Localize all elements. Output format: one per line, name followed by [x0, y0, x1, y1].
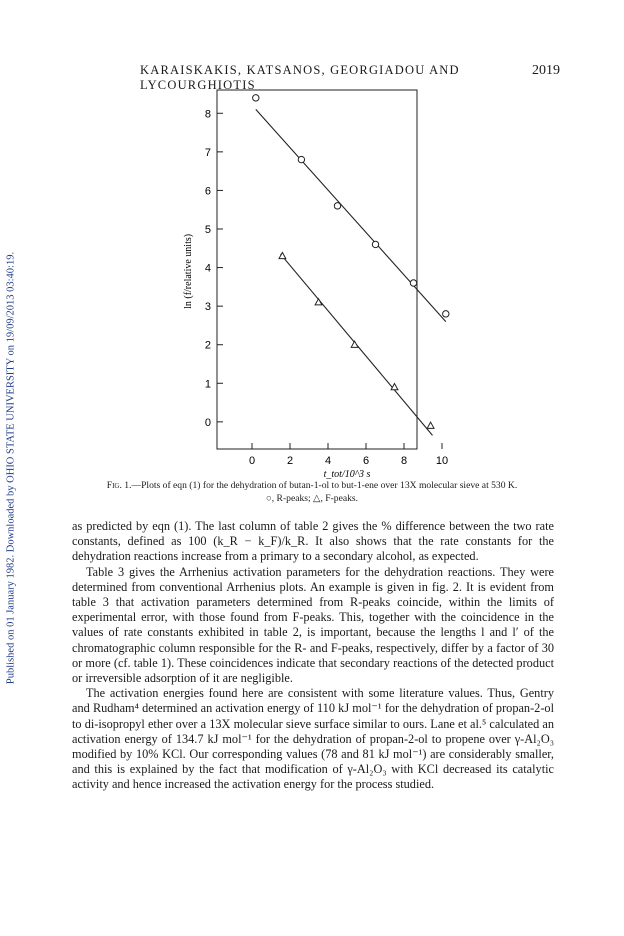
data-point-circle [298, 156, 304, 162]
data-point-triangle [427, 422, 434, 428]
x-tick-label: 4 [324, 455, 332, 467]
data-point-circle [372, 241, 378, 247]
figure-1-chart [170, 85, 470, 480]
paragraph-1: as predicted by eqn (1). The last column of table 2 gives the % difference between the two rate constants, defined as 100 (k_R − k_F)/k_R. It also shows that the rate constants for the dehydration reactions increase from a primary to a secondary alcohol, as expected. [72, 519, 554, 564]
caption-fig-label: Fig. 1. [106, 480, 132, 491]
page-number: 2019 [532, 63, 560, 78]
header-authors: KARAISKAKIS, KATSANOS, GEORGIADOU AND LYCOURGHIOTIS [140, 63, 460, 92]
body-text [72, 519, 554, 793]
x-axis-label: t_tot/10^3 s [323, 469, 371, 480]
paragraph-3: The activation energies found here are consistent with some literature values. Thus, Gentry and Rudham⁴ determined an activation energy of 110 kJ mol⁻¹ for the dehydration of propan-2-ol to di-isopropyl ether over a 13X molecular sieve surface similar to ours. Lane et al.⁵ calculated an activation energy of 134.7 kJ mol⁻¹ for the dehydration of propan-2-ol to propene over γ-Al₂O₃ modified by 10% KCl. Our corresponding values (78 and 81 kJ mol⁻¹) are considerably smaller, and this is explained by the fact that modification of γ-Al₂O₃ with KCl decreased its catalytic activity and hence increased the activation energy for the process studied. [72, 686, 554, 792]
y-axis-label: ln (f/relative units) [183, 233, 194, 309]
data-point-circle [443, 311, 449, 317]
x-tick-label: 8 [400, 455, 408, 467]
figure-caption [72, 479, 552, 505]
y-tick-label: 7 [204, 146, 211, 159]
data-point-triangle [351, 341, 358, 347]
y-tick-label: 5 [204, 224, 211, 236]
x-tick-label: 10 [435, 455, 449, 467]
y-tick-label: 3 [204, 301, 211, 314]
x-tick-label: 0 [248, 455, 256, 467]
y-tick-label: 4 [204, 262, 211, 275]
data-point-circle [334, 203, 340, 209]
y-tick-label: 2 [204, 339, 211, 352]
plot-frame [217, 90, 417, 449]
download-sidebar [0, 0, 22, 936]
data-point-triangle [279, 252, 286, 258]
x-tick-label: 2 [286, 455, 294, 467]
data-point-circle [253, 95, 259, 101]
y-tick-label: 8 [204, 108, 211, 121]
y-tick-label: 1 [204, 378, 211, 391]
data-point-circle [410, 280, 416, 286]
caption-legend: ○, R-peaks; △, F-peaks. [265, 493, 359, 504]
y-tick-label: 0 [204, 416, 211, 429]
download-notice: Published on 01 January 1982. Downloaded by OHIO STATE UNIVERSITY on 19/09/2013 03:40:19. [5, 251, 17, 685]
caption-text: —Plots of eqn (1) for the dehydration of butan-1-ol to but-1-ene over 13X molecular sieve at 530 K. [131, 480, 518, 491]
x-tick-label: 6 [362, 455, 370, 467]
paragraph-2: Table 3 gives the Arrhenius activation parameters for the dehydration reactions. They were determined from conventional Arrhenius plots. An example is given in fig. 2. It is evident from table 3 that activation parameters determined from R-peaks coincide, within the limits of experimental error, with those found from F-peaks. This, together with the coincidence in the values of rate constants exhibited in table 2, is important, because the lengths l and l′ of the chromatographic column responsible for the R- and F-peaks, respectively, differ by a factor of 30 or more (cf. table 1). These coincidences indicate that secondary reactions of the detected product or irreversible adsorption of it are negligible. [72, 564, 554, 686]
y-tick-label: 6 [204, 185, 211, 198]
